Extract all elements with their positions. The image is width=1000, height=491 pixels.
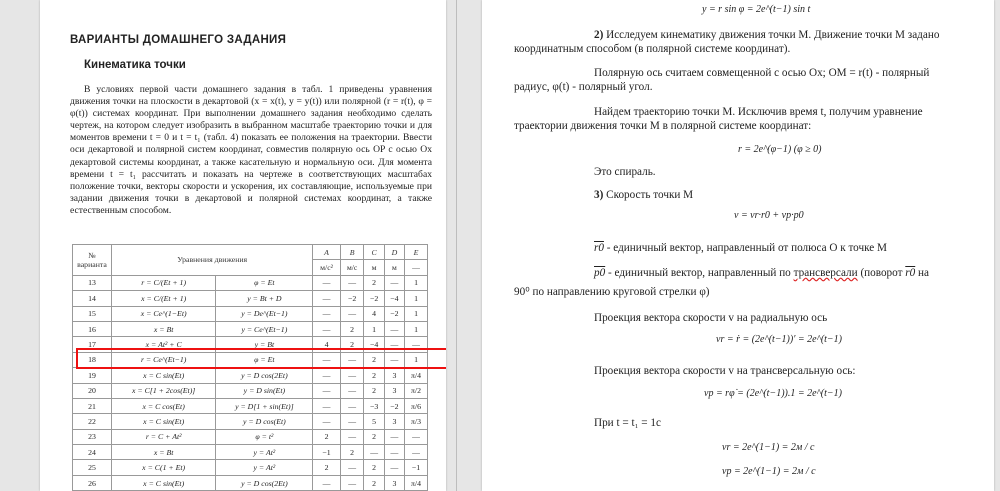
table-row	[73, 398, 428, 413]
table-cell: —	[313, 321, 340, 336]
table-cell: φ = t²	[216, 429, 313, 444]
paragraph-spiral: Это спираль.	[594, 166, 656, 178]
table-cell: 2	[313, 460, 340, 475]
unit-col-d: м	[384, 260, 404, 275]
table-cell: y = D sin(Et)	[216, 383, 313, 398]
table-cell: 14	[73, 291, 112, 306]
table-cell: r = Ce^(Et−1)	[112, 352, 216, 367]
table-cell: −2	[364, 291, 384, 306]
table-cell: 1	[405, 291, 428, 306]
table-cell: —	[340, 460, 364, 475]
table-cell: 22	[73, 414, 112, 429]
table-cell: y = D cos(Et)	[216, 414, 313, 429]
table-cell: —	[313, 291, 340, 306]
unit-col-b: м/с	[340, 260, 364, 275]
page-divider	[456, 0, 457, 491]
paragraph-unit-vector-p0	[594, 266, 966, 280]
paragraph-kinematics	[514, 28, 964, 56]
table-cell: —	[405, 337, 428, 352]
table-cell: 20	[73, 383, 112, 398]
table-cell: 3	[384, 414, 404, 429]
table-row	[73, 321, 428, 336]
table-cell: —	[340, 414, 364, 429]
step-3-number: 3)	[594, 189, 604, 201]
symbol-r0: r0	[594, 242, 604, 254]
table-cell: −2	[384, 398, 404, 413]
right-document-page	[482, 0, 994, 491]
table-cell: —	[384, 321, 404, 336]
table-cell: x = C(1 + Et)	[112, 460, 216, 475]
table-cell: x = Ce^(1−Et)	[112, 306, 216, 321]
table-cell: φ = Et	[216, 275, 313, 290]
table-cell: 2	[364, 275, 384, 290]
header-col-e: E	[405, 245, 428, 260]
table-cell: −2	[384, 306, 404, 321]
table-cell: —	[405, 445, 428, 460]
table-cell: —	[384, 352, 404, 367]
table-cell: —	[384, 429, 404, 444]
table-cell: x = C sin(Et)	[112, 414, 216, 429]
table-cell: −4	[384, 291, 404, 306]
table-cell: —	[340, 383, 364, 398]
table-cell: 2	[364, 429, 384, 444]
table-cell: x = C/(Et + 1)	[112, 291, 216, 306]
table-cell: 3	[384, 368, 404, 383]
table-cell: −1	[405, 460, 428, 475]
table-row	[73, 429, 428, 444]
table-cell: 3	[384, 383, 404, 398]
table-cell: 2	[364, 475, 384, 490]
table-cell: 23	[73, 429, 112, 444]
table-cell: —	[384, 460, 404, 475]
table-cell: y = D[1 + sin(Et)]	[216, 398, 313, 413]
symbol-p0: p0	[594, 267, 606, 279]
table-cell: x = C[1 + 2cos(Et)]	[112, 383, 216, 398]
table-cell: —	[313, 275, 340, 290]
table-row	[73, 414, 428, 429]
table-cell: 25	[73, 460, 112, 475]
step-2-text: Исследуем кинематику движения точки М. Движение точки М задано координатным способом (в полярной системе координат).	[514, 29, 940, 55]
table-cell: π/2	[405, 383, 428, 398]
table-cell: 2	[364, 352, 384, 367]
table-cell: π/4	[405, 475, 428, 490]
header-col-b: B	[340, 245, 364, 260]
paragraph-radial-projection: Проекция вектора скорости v на радиальную ось	[594, 312, 828, 324]
table-cell: r = C + At²	[112, 429, 216, 444]
table-cell: 2	[364, 460, 384, 475]
table-cell: y = At²	[216, 445, 313, 460]
section-subheading: Кинематика точки	[84, 59, 186, 71]
table-row	[73, 275, 428, 290]
table-row	[73, 291, 428, 306]
table-cell: 18	[73, 352, 112, 367]
table-cell: —	[340, 429, 364, 444]
table-cell: x = C cos(Et)	[112, 398, 216, 413]
table-cell: y = Bt + D	[216, 291, 313, 306]
table-cell: 1	[405, 275, 428, 290]
table-cell: −1	[313, 445, 340, 460]
table-cell: 17	[73, 337, 112, 352]
step-2-number: 2)	[594, 29, 604, 41]
equation-trajectory: r = 2e^(φ−1) (φ ≥ 0)	[738, 144, 822, 155]
header-equations: Уравнения движения	[112, 245, 313, 276]
table-cell: —	[340, 352, 364, 367]
step-3-text: Скорость точки М	[603, 189, 694, 201]
table-cell: 2	[340, 321, 364, 336]
table-cell: —	[313, 398, 340, 413]
unit-vector-r0-text: - единичный вектор, направленный от полюса О к точке М	[603, 242, 887, 254]
paragraph-transversal-projection: Проекция вектора скорости v на трансверсальную ось:	[594, 365, 856, 377]
table-cell: —	[384, 445, 404, 460]
table-cell: π/6	[405, 398, 428, 413]
table-cell: —	[364, 445, 384, 460]
variants-table-body	[73, 275, 428, 490]
table-cell: x = C sin(Et)	[112, 368, 216, 383]
unit-col-c: м	[364, 260, 384, 275]
header-col-d: D	[384, 245, 404, 260]
table-cell: −4	[364, 337, 384, 352]
table-cell: —	[340, 475, 364, 490]
unit-col-e: —	[405, 260, 428, 275]
table-cell: 1	[405, 352, 428, 367]
table-cell: y = De^(Et−1)	[216, 306, 313, 321]
equation-velocity-vector: v = vr·r0 + vp·p0	[734, 210, 804, 221]
unit-vector-p0-text-3: на	[915, 267, 929, 279]
table-cell: 1	[364, 321, 384, 336]
header-variant-number: № варианта	[73, 245, 112, 276]
table-cell: π/4	[405, 368, 428, 383]
table-row	[73, 460, 428, 475]
highlight-box-variant-18	[76, 348, 446, 369]
table-cell: π/3	[405, 414, 428, 429]
unit-col-a: м/с²	[313, 260, 340, 275]
spellcheck-word-transversal: трансверсали	[793, 267, 858, 279]
table-row	[73, 475, 428, 490]
table-cell: 5	[364, 414, 384, 429]
table-cell: 2	[364, 383, 384, 398]
table-cell: —	[340, 306, 364, 321]
table-cell: y = D cos(2Et)	[216, 475, 313, 490]
table-cell: 15	[73, 306, 112, 321]
table-cell: —	[313, 368, 340, 383]
table-cell: 21	[73, 398, 112, 413]
table-cell: 3	[384, 475, 404, 490]
equation-transversal-velocity: vp = rφ̇ = (2e^(t−1)).1 = 2e^(t−1)	[704, 388, 842, 399]
paragraph-unit-vector-r0	[594, 241, 887, 255]
paragraph-rotation-direction: 90⁰ по направлению круговой стрелки φ)	[514, 286, 710, 298]
table-cell: —	[384, 275, 404, 290]
paragraph-trajectory: Найдем траекторию точки М. Исключив время t, получим уравнение траектории движения точки М в полярной системе координат:	[514, 106, 923, 132]
table-cell: —	[313, 352, 340, 367]
table-cell: —	[313, 383, 340, 398]
symbol-r0-rotation: r0	[905, 267, 916, 279]
table-cell: −3	[364, 398, 384, 413]
table-cell: 13	[73, 275, 112, 290]
table-cell: —	[313, 306, 340, 321]
unit-vector-p0-text-2: (поворот	[857, 267, 906, 279]
table-cell: x = C sin(Et)	[112, 475, 216, 490]
table-row	[73, 383, 428, 398]
table-cell: y = D cos(2Et)	[216, 368, 313, 383]
table-cell: x = Bt	[112, 445, 216, 460]
table-cell: x = At² + C	[112, 337, 216, 352]
table-cell: 2	[340, 337, 364, 352]
table-cell: 1	[405, 306, 428, 321]
paragraph-velocity	[594, 188, 693, 202]
table-cell: y = Bt	[216, 337, 313, 352]
table-row	[73, 306, 428, 321]
table-row	[73, 368, 428, 383]
table-cell: 16	[73, 321, 112, 336]
table-cell: φ = Et	[216, 352, 313, 367]
table-cell: −2	[340, 291, 364, 306]
table-cell: 4	[364, 306, 384, 321]
table-cell: 24	[73, 445, 112, 460]
equation-y: y = r sin φ = 2e^(t−1) sin t	[702, 4, 811, 15]
paragraph-at-t1: При t = t₁ = 1c	[594, 417, 661, 429]
table-cell: —	[340, 398, 364, 413]
equation-vp-at-t1: vp = 2e^(1−1) = 2м / c	[722, 466, 816, 477]
table-cell: —	[405, 429, 428, 444]
table-cell: y = Ce^(Et−1)	[216, 321, 313, 336]
page-heading: ВАРИАНТЫ ДОМАШНЕГО ЗАДАНИЯ	[70, 34, 287, 46]
header-col-a: A	[313, 245, 340, 260]
equation-radial-velocity: vr = ṙ = (2e^(t−1))′ = 2e^(t−1)	[716, 334, 843, 345]
table-cell: —	[313, 414, 340, 429]
header-col-c: C	[364, 245, 384, 260]
table-cell: 2	[340, 445, 364, 460]
unit-vector-p0-text: - единичный вектор, направленный по	[605, 267, 794, 279]
table-cell: 26	[73, 475, 112, 490]
table-cell: 2	[313, 429, 340, 444]
task-paragraph: В условиях первой части домашнего задания в табл. 1 приведены уравнения движения точки на плоскости в декартовой (x = x(t), y = y(t)) или полярной (r = r(t), φ = φ(t)) системах координат. При выполнении домашнего задания необходимо сделать чертеж, на котором следует изобразить в выбранном масштабе траекторию точки и для моментов времени t = 0 и t = t₁ (табл. 4) показать ее положения на траектории. Ввести оси декартовой и полярной систем координат, совместив полярную ось OP с осью Ox декартовой системы координат, а также касательную и нормальную оси. Для момента времени t = t₁ рассчитать и показать на чертеже в соответствующих масштабах положение точки, векторы скорости и ускорения, их составляющие, используемые при задании движения точки в декартовой и полярной системах координат, а также естественным способом.	[70, 84, 432, 216]
table-cell: —	[384, 337, 404, 352]
table-cell: 2	[364, 368, 384, 383]
paragraph-polar-axis: Полярную ось считаем совмещенной с осью Ox; OM = r(t) - полярный радиус, φ(t) - полярный угол.	[514, 67, 930, 93]
table-row	[73, 445, 428, 460]
table-cell: x = Bt	[112, 321, 216, 336]
left-document-page	[40, 0, 446, 491]
table-cell: —	[340, 275, 364, 290]
table-cell: 19	[73, 368, 112, 383]
table-cell: —	[340, 368, 364, 383]
table-cell: —	[313, 475, 340, 490]
table-cell: r = C/(Et + 1)	[112, 275, 216, 290]
table-cell: 1	[405, 321, 428, 336]
table-cell: y = At²	[216, 460, 313, 475]
equation-vr-at-t1: vr = 2e^(1−1) = 2м / c	[722, 442, 815, 453]
table-cell: 4	[313, 337, 340, 352]
